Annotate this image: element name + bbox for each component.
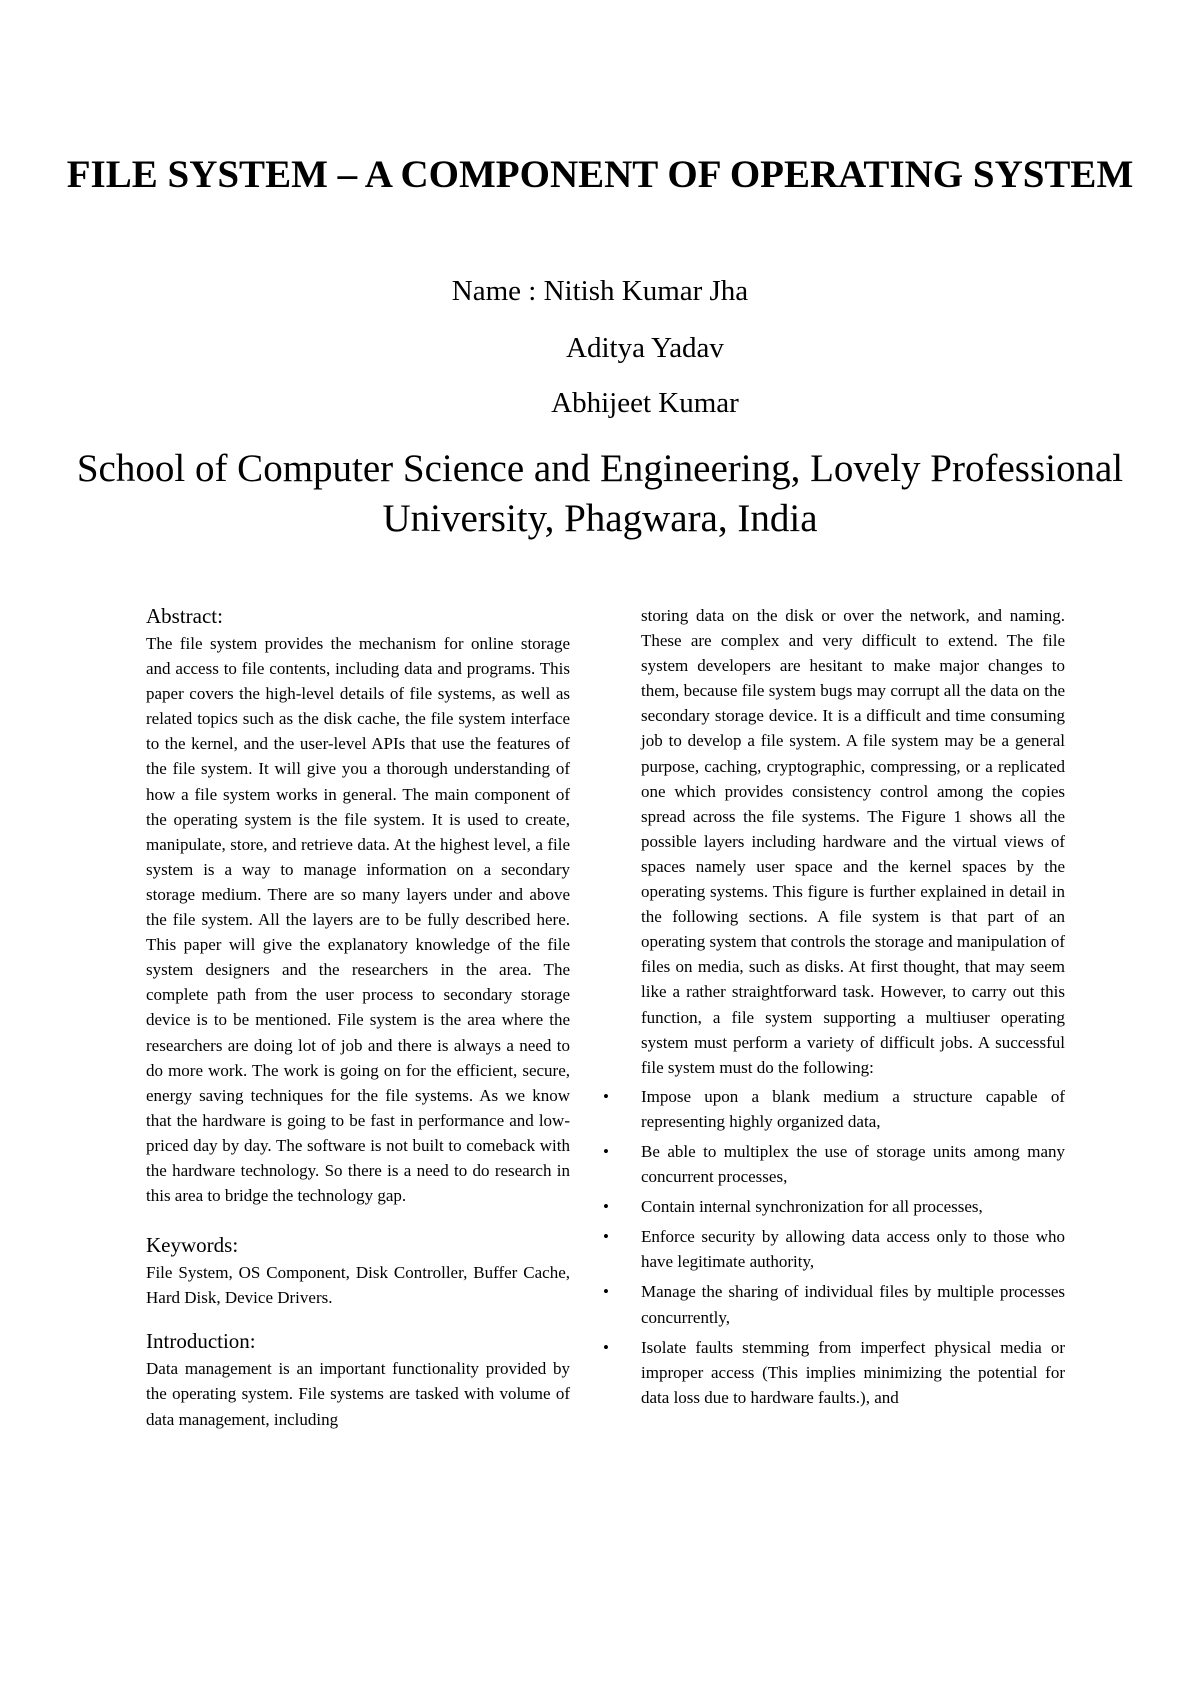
- list-item: • Be able to multiplex the use of storage units among many concurrent processes,: [641, 1139, 1065, 1189]
- bullet-icon: •: [603, 1282, 609, 1302]
- list-item: • Contain internal synchronization for all processes,: [641, 1194, 1065, 1219]
- keywords-text: File System, OS Component, Disk Controller, Buffer Cache, Hard Disk, Device Drivers.: [146, 1263, 570, 1308]
- author-name-3: Abhijeet Kumar: [551, 387, 739, 419]
- introduction-heading: Introduction:: [146, 1329, 256, 1354]
- bullet-icon: •: [603, 1197, 609, 1217]
- affiliation: School of Computer Science and Engineering, Lovely Professional University, Phagwara, India: [76, 447, 1124, 540]
- keywords-heading: Keywords:: [146, 1233, 239, 1258]
- bullet-icon: •: [603, 1141, 609, 1161]
- left-column: [146, 603, 570, 1432]
- list-item: • Enforce security by allowing data access only to those who have legitimate authority,: [641, 1224, 1065, 1274]
- author-name-2: Aditya Yadav: [566, 332, 724, 364]
- requirements-list: [603, 1084, 1065, 1410]
- list-item: • Impose upon a blank medium a structure capable of representing highly organized data,: [641, 1084, 1065, 1134]
- bullet-icon: •: [603, 1086, 609, 1106]
- paper-title: FILE SYSTEM – A COMPONENT OF OPERATING SYSTEM: [66, 153, 1134, 196]
- author-name-1: Name : Nitish Kumar Jha: [451, 275, 749, 307]
- abstract-heading: Abstract:: [146, 604, 223, 628]
- introduction-text-left: Data management is an important functionality provided by the operating system. File systems are tasked with volume of data management, including: [146, 1359, 570, 1429]
- bullet-icon: •: [603, 1337, 609, 1357]
- bullet-icon: •: [603, 1227, 609, 1247]
- list-item: • Isolate faults stemming from imperfect physical media or improper access (This implies minimizing the potential for data loss due to hardware faults.), and: [641, 1335, 1065, 1410]
- list-item: • Manage the sharing of individual files by multiple processes concurrently,: [641, 1279, 1065, 1329]
- abstract-text: The file system provides the mechanism for online storage and access to file contents, including data and programs. This paper covers the high-level details of file systems, as well as related topics such as the disk cache, the file system interface to the kernel, and the user-level APIs that use the features of the file system. It will give you a thorough understanding of how a file system works in general. The main component of the operating system is the file system. It is used to create, manipulate, store, and retrieve data. At the highest level, a file system is a way to manage information on a secondary storage medium. There are so many layers under and above the file system. All the layers are to be fully described here. This paper will give the explanatory knowledge of the file system designers and the researchers in the area. The complete path from the user process to secondary storage device is to be mentioned. File system is the area where the researchers are doing lot of job and there is always a need to do more work. The work is going on for the efficient, secure, energy saving techniques for the file systems. As we know that the hardware is going to be fast in performance and low-priced day by day. The software is not built to comeback with the hardware technology. So there is a need to do research in this area to bridge the technology gap.: [146, 634, 570, 1206]
- right-column: [603, 603, 1065, 1415]
- introduction-text-right: storing data on the disk or over the network, and naming. These are complex and very difficult to extend. The file system developers are hesitant to make major changes to them, because file system bugs may corrupt all the data on the secondary storage device. It is a difficult and time consuming job to develop a file system. A file system may be a general purpose, caching, cryptographic, compressing, or a replicated one which provides consistency control among the copies spread across the file systems. The Figure 1 shows all the possible layers including hardware and the virtual views of spaces namely user space and the kernel spaces by the operating systems. This figure is further explained in detail in the following sections. A file system is that part of an operating system that controls the storage and manipulation of files on media, such as disks. At first thought, that may seem like a rather straightforward task. However, to carry out this function, a file system supporting a multiuser operating system must perform a variety of difficult jobs. A successful file system must do the following:: [641, 606, 1065, 1077]
